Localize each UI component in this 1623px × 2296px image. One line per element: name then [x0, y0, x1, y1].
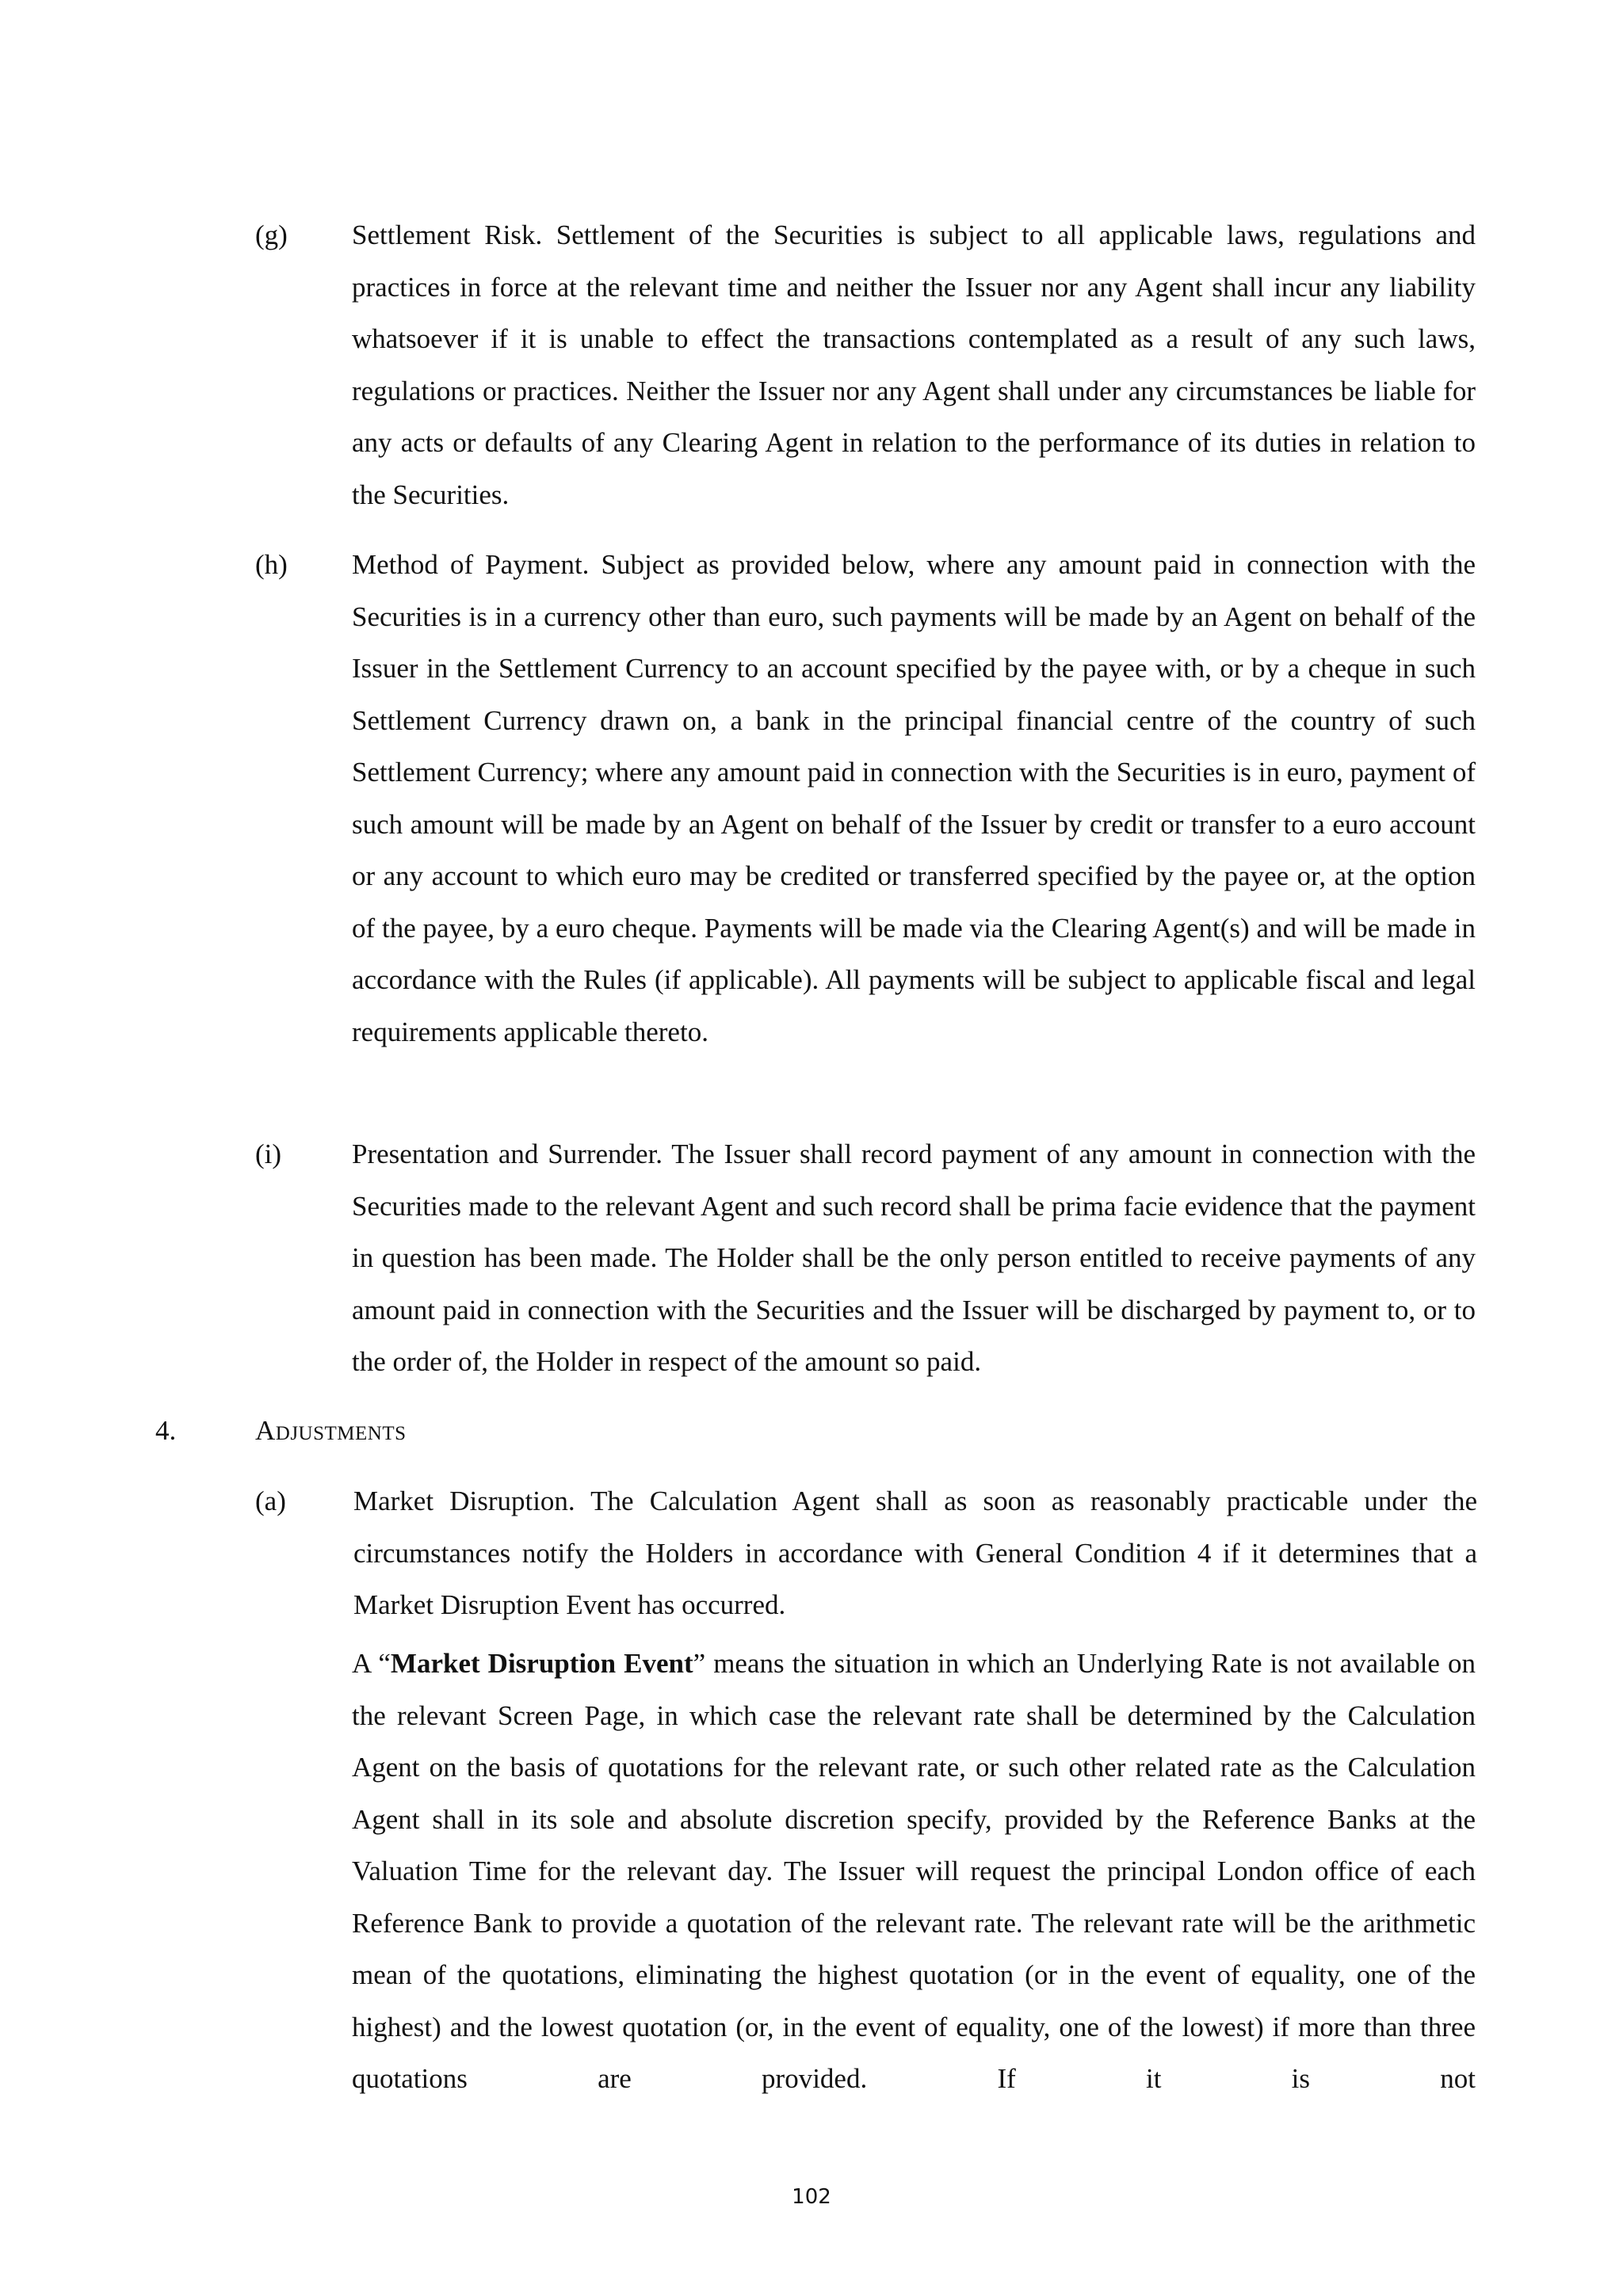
definition-prefix: A “	[352, 1648, 391, 1679]
defined-term: Market Disruption Event	[390, 1648, 693, 1679]
clause-i-text: Presentation and Surrender. The Issuer shall record payment of any amount in connection with the Securities made to the relevant Agent and such record shall be prima facie evidence that the payment in question has been made. The Holder shall be the only person entitled to receive payments of any amount paid in connection with the Securities and the Issuer will be discharged by payment to, or to the order of, the Holder in respect of the amount so paid.	[352, 1138, 1476, 1377]
definition-paragraph	[352, 1638, 1476, 2105]
section-number: 4.	[155, 1415, 177, 1446]
clause-a-label: (a)	[255, 1486, 286, 1516]
page-number: 102	[792, 2185, 831, 2209]
clause-g-label: (g)	[255, 219, 288, 250]
clause-a-text: Market Disruption. The Calculation Agent shall as soon as reasonably practicable under the circumstances notify the Holders in accordance with General Condition 4 if it determines that a Market Disruption Event has occurred.	[353, 1486, 1477, 1620]
clause-h-label: (h)	[255, 549, 288, 580]
definition-text: ” means the situation in which an Underlying Rate is not available on the relevant Screen Page, in which case the relevant rate shall be determined by the Calculation Agent on the basis of quotations for the relevant rate, or such other related rate as the Calculation Agent shall in its sole and absolute discretion specify, provided by the Reference Banks at the Valuation Time for the relevant day. The Issuer will request the principal London office of each Reference Bank to provide a quotation of the relevant rate. The relevant rate will be the arithmetic mean of the quotations, eliminating the highest quotation (or in the event of equality, one of the highest) and the lowest quotation (or, in the event of equality, one of the lowest) if more than three quotations are provided. If it is not	[352, 1648, 1476, 2094]
clause-g-text: Settlement Risk. Settlement of the Securities is subject to all applicable laws, regulations and practices in force at the relevant time and neither the Issuer nor any Agent shall incur any liability whatsoever if it is unable to effect the transactions contemplated as a result of any such laws, regulations or practices. Neither the Issuer nor any Agent shall under any circumstances be liable for any acts or defaults of any Clearing Agent in relation to the performance of its duties in relation to the Securities.	[352, 219, 1476, 510]
clause-i-label: (i)	[255, 1138, 282, 1169]
clause-h-text: Method of Payment. Subject as provided below, where any amount paid in connection with the Securities is in a currency other than euro, such payments will be made by an Agent on behalf of the Issuer in the Settlement Currency to an account specified by the payee with, or by a cheque in such Settlement Currency drawn on, a bank in the principal financial centre of the country of such Settlement Currency; where any amount paid in connection with the Securities is in euro, payment of such amount will be made by an Agent on behalf of the Issuer by credit or transfer to a euro account or any account to which euro may be credited or transferred specified by the payee or, at the option of the payee, by a euro cheque. Payments will be made via the Clearing Agent(s) and will be made in accordance with the Rules (if applicable). All payments will be subject to applicable fiscal and legal requirements applicable thereto.	[352, 549, 1476, 1047]
section-title: Adjustments	[255, 1415, 407, 1446]
